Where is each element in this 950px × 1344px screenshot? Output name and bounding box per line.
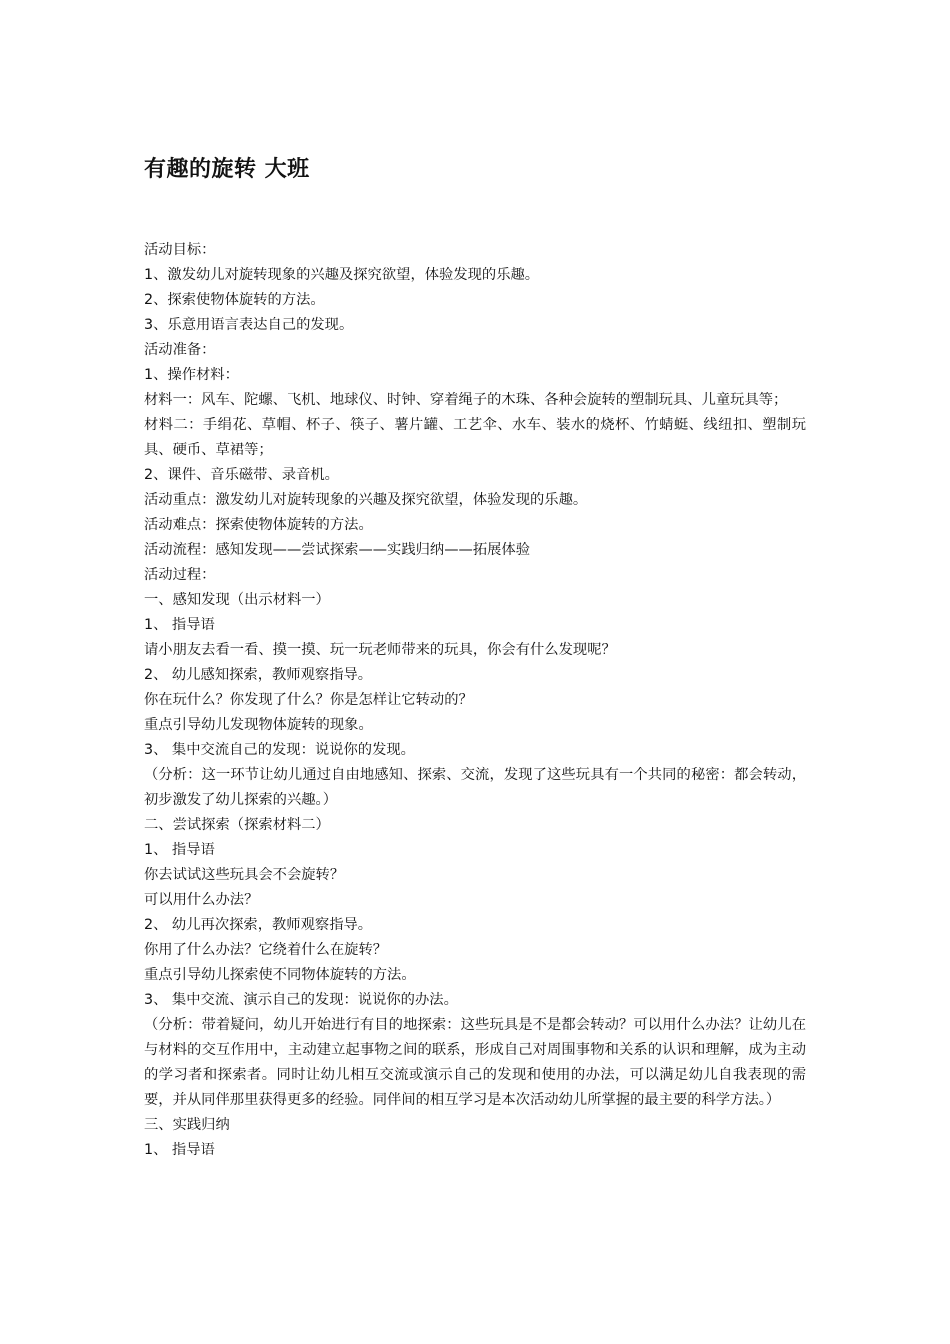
paragraph-line: 请小朋友去看一看、摸一摸、玩一玩老师带来的玩具，你会有什么发现呢？ bbox=[144, 642, 616, 658]
paragraph-line: 活动难点：探索使物体旋转的方法。 bbox=[144, 517, 373, 533]
paragraph-line: 3、乐意用语言表达自己的发现。 bbox=[144, 317, 354, 333]
paragraph-line: 活动重点：激发幼儿对旋转现象的兴趣及探究欲望，体验发现的乐趣。 bbox=[144, 492, 588, 508]
paragraph-line: 活动准备： bbox=[144, 342, 216, 358]
paragraph-line: 活动目标： bbox=[144, 242, 216, 258]
paragraph-line: （分析：带着疑问，幼儿开始进行有目的地探索：这些玩具是不是都会转动？可以用什么办法？让幼儿在与材料的交互作用中，主动建立起事物之间的联系，形成自己对周围事物和关系的认识和理解，成为主动的学习者和探索者。同时让幼儿相互交流或演示自己的发现和使用的办法，可以满足幼儿自我表现的需要，并从同伴那里获得更多的经验。同伴间的相互学习是本次活动幼儿所掌握的最主要的科学方法。） bbox=[144, 1017, 806, 1108]
paragraph-line: 1、 指导语 bbox=[144, 1142, 215, 1158]
paragraph-line: 3、 集中交流自己的发现：说说你的发现。 bbox=[144, 742, 415, 758]
paragraph-line: 2、 幼儿再次探索，教师观察指导。 bbox=[144, 917, 373, 933]
paragraph-line: 2、探索使物体旋转的方法。 bbox=[144, 292, 325, 308]
paragraph-line: 重点引导幼儿探索使不同物体旋转的方法。 bbox=[144, 967, 416, 983]
paragraph-line: 2、 幼儿感知探索，教师观察指导。 bbox=[144, 667, 373, 683]
paragraph-line: 你用了什么办法？它绕着什么在旋转？ bbox=[144, 942, 388, 958]
paragraph-line: 1、 指导语 bbox=[144, 617, 215, 633]
paragraph-line: 一、感知发现（出示材料一） bbox=[144, 592, 330, 608]
paragraph-line: 材料二：手绢花、草帽、杯子、筷子、薯片罐、工艺伞、水车、装水的烧杯、竹蜻蜓、线纽扣、塑制玩具、硬币、草裙等； bbox=[144, 417, 806, 458]
paragraph-line: 活动过程： bbox=[144, 567, 216, 583]
paragraph-line: 可以用什么办法？ bbox=[144, 892, 259, 908]
paragraph-line: 1、操作材料： bbox=[144, 367, 239, 383]
paragraph-line: 材料一：风车、陀螺、飞机、地球仪、时钟、穿着绳子的木珠、各种会旋转的塑制玩具、儿童玩具等； bbox=[144, 392, 788, 408]
paragraph-line: 你在玩什么？你发现了什么？你是怎样让它转动的？ bbox=[144, 692, 473, 708]
paragraph-line: 活动流程：感知发现——尝试探索——实践归纳——拓展体验 bbox=[144, 542, 531, 558]
document-body bbox=[144, 238, 806, 1163]
paragraph-line: 二、尝试探索（探索材料二） bbox=[144, 817, 330, 833]
paragraph-line: 你去试试这些玩具会不会旋转？ bbox=[144, 867, 345, 883]
document-title: 有趣的旋转 大班 bbox=[144, 157, 310, 182]
paragraph-line: 三、实践归纳 bbox=[144, 1117, 230, 1133]
paragraph-line: 1、激发幼儿对旋转现象的兴趣及探究欲望，体验发现的乐趣。 bbox=[144, 267, 540, 283]
paragraph-line: （分析：这一环节让幼儿通过自由地感知、探索、交流，发现了这些玩具有一个共同的秘密：都会转动，初步激发了幼儿探索的兴趣。） bbox=[144, 767, 806, 808]
paragraph-line: 2、课件、音乐磁带、录音机。 bbox=[144, 467, 339, 483]
paragraph-line: 重点引导幼儿发现物体旋转的现象。 bbox=[144, 717, 373, 733]
paragraph-line: 1、 指导语 bbox=[144, 842, 215, 858]
paragraph-line: 3、 集中交流、演示自己的发现：说说你的办法。 bbox=[144, 992, 458, 1008]
